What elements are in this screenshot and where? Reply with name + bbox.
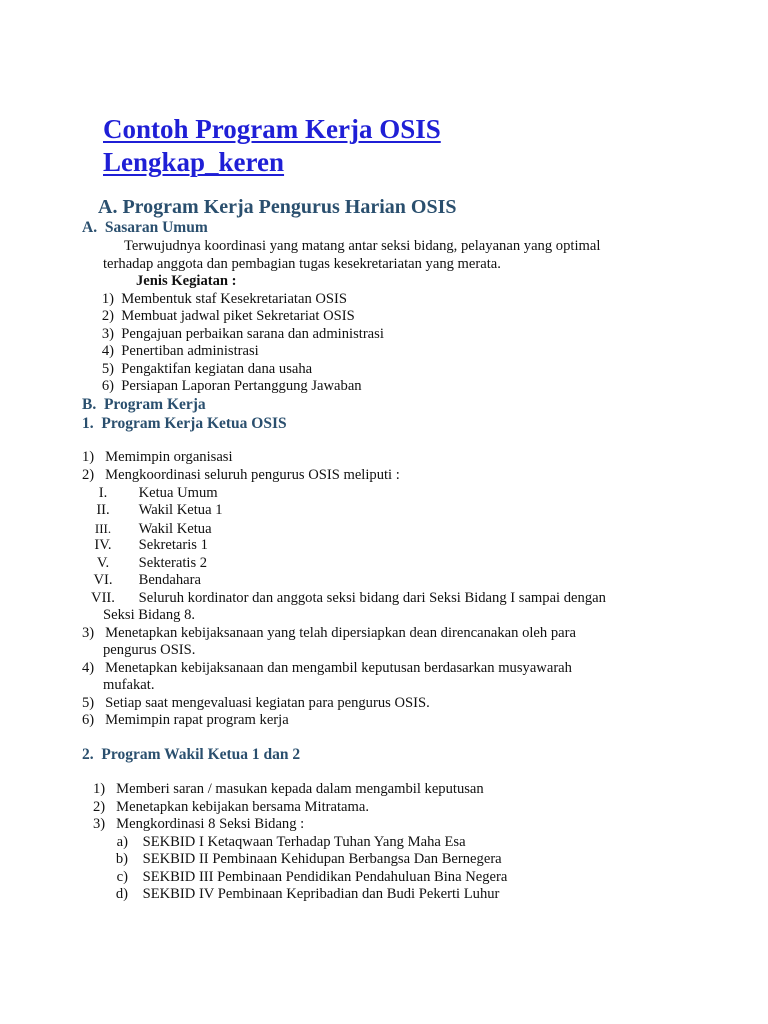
list-number: 5) bbox=[82, 695, 95, 711]
section-label: Sasaran Umum bbox=[104, 219, 208, 236]
list-number: 4) bbox=[82, 660, 95, 676]
roman-text: Sekteratis 2 bbox=[138, 555, 208, 571]
list-number: 5) bbox=[101, 361, 114, 377]
roman-text: Seluruh kordinator dan anggota seksi bidang dari Seksi Bidang I sampai dengan bbox=[138, 590, 606, 606]
list-number: 4) bbox=[101, 343, 114, 359]
roman-item bbox=[82, 502, 223, 519]
roman-number: V. bbox=[96, 555, 110, 571]
list-text: Membentuk staf Kesekretariatan OSIS bbox=[121, 291, 348, 307]
list-number: 3) bbox=[82, 625, 95, 641]
list-text: Mengkoordinasi seluruh pengurus OSIS meliputi : bbox=[105, 467, 400, 483]
list-number: 3) bbox=[93, 816, 106, 832]
roman-item bbox=[82, 555, 207, 572]
list-text: Pengaktifan kegiatan dana usaha bbox=[121, 361, 313, 377]
roman-number: II. bbox=[96, 502, 110, 518]
roman-item bbox=[82, 485, 218, 502]
roman-item bbox=[82, 572, 201, 589]
section-marker: B. bbox=[82, 396, 97, 413]
sekbid-item bbox=[114, 851, 502, 868]
sasaran-text-line1: Terwujudnya koordinasi yang matang antar seksi bidang, pelayanan yang optimal bbox=[124, 238, 601, 254]
sekbid-letter: c) bbox=[116, 869, 128, 885]
document-title-line1[interactable]: Contoh Program Kerja OSIS bbox=[103, 114, 441, 144]
section-program-ketua bbox=[82, 415, 287, 433]
list-text: Menetapkan kebijakan bersama Mitratama. bbox=[116, 799, 369, 815]
section-sasaran-umum bbox=[82, 219, 208, 237]
list-text: Persiapan Laporan Pertanggung Jawaban bbox=[121, 378, 362, 394]
roman-text: Sekretaris 1 bbox=[138, 537, 208, 553]
list-number: 2) bbox=[93, 799, 106, 815]
list-number: 6) bbox=[101, 378, 114, 394]
sekbid-letter: b) bbox=[115, 851, 128, 867]
list-item bbox=[96, 361, 312, 378]
list-item-continuation: mufakat. bbox=[103, 677, 155, 693]
list-item bbox=[82, 449, 233, 466]
sekbid-text: SEKBID III Pembinaan Pendidikan Pendahuluan Bina Negera bbox=[142, 869, 508, 885]
section-label: Program Wakil Ketua 1 dan 2 bbox=[101, 746, 301, 763]
list-item bbox=[82, 712, 289, 729]
list-text: Penertiban administrasi bbox=[121, 343, 259, 359]
list-text: Mengkordinasi 8 Seksi Bidang : bbox=[116, 816, 305, 832]
roman-text: Bendahara bbox=[138, 572, 201, 588]
list-item bbox=[82, 695, 430, 712]
roman-item bbox=[82, 520, 212, 538]
heading-program-kerja-pengurus: A. Program Kerja Pengurus Harian OSIS bbox=[98, 196, 457, 218]
list-text: Memimpin organisasi bbox=[105, 449, 233, 465]
roman-text: Wakil Ketua 1 bbox=[138, 502, 223, 518]
list-text: Memimpin rapat program kerja bbox=[105, 712, 289, 728]
list-number: 2) bbox=[82, 467, 95, 483]
list-text: Memberi saran / masukan kepada dalam mengambil keputusan bbox=[116, 781, 484, 797]
list-text: Pengajuan perbaikan sarana dan administrasi bbox=[121, 326, 384, 342]
roman-number: III. bbox=[94, 521, 112, 536]
roman-item bbox=[82, 590, 606, 607]
sekbid-text: SEKBID IV Pembinaan Kepribadian dan Budi Pekerti Luhur bbox=[142, 886, 500, 902]
list-text: Membuat jadwal piket Sekretariat OSIS bbox=[121, 308, 355, 324]
section-program-kerja bbox=[82, 396, 206, 414]
list-number: 3) bbox=[101, 326, 114, 342]
sekbid-item bbox=[114, 834, 466, 851]
roman-number: IV. bbox=[94, 537, 112, 553]
list-text: Setiap saat mengevaluasi kegiatan para pengurus OSIS. bbox=[105, 695, 430, 711]
list-item bbox=[93, 816, 304, 833]
list-number: 1) bbox=[101, 291, 114, 307]
list-number: 1) bbox=[82, 449, 95, 465]
list-item bbox=[82, 467, 400, 484]
roman-number: VII. bbox=[91, 590, 115, 606]
list-item bbox=[96, 378, 362, 395]
sekbid-letter: d) bbox=[115, 886, 128, 902]
list-text: Menetapkan kebijaksanaan yang telah dipersiapkan dean direncanakan oleh para bbox=[105, 625, 576, 641]
jenis-kegiatan-label: Jenis Kegiatan : bbox=[136, 273, 237, 289]
document-title-line2[interactable]: Lengkap_keren bbox=[103, 147, 285, 177]
list-item bbox=[96, 308, 355, 325]
roman-number: VI. bbox=[93, 572, 113, 588]
sekbid-text: SEKBID II Pembinaan Kehidupan Berbangsa Dan Bernegera bbox=[142, 851, 502, 867]
list-item bbox=[82, 625, 576, 642]
list-item bbox=[82, 660, 572, 677]
roman-item bbox=[82, 537, 208, 554]
list-number: 2) bbox=[101, 308, 114, 324]
list-item bbox=[93, 781, 484, 798]
list-text: Menetapkan kebijaksanaan dan mengambil keputusan berdasarkan musyawarah bbox=[105, 660, 572, 676]
list-item bbox=[93, 799, 369, 816]
list-number: 1) bbox=[93, 781, 106, 797]
sekbid-item bbox=[114, 886, 499, 903]
list-item-continuation: pengurus OSIS. bbox=[103, 642, 196, 658]
list-number: 6) bbox=[82, 712, 95, 728]
sasaran-text-line2: terhadap anggota dan pembagian tugas kesekretariatan yang merata. bbox=[103, 256, 501, 272]
section-label: Program Kerja Ketua OSIS bbox=[101, 415, 287, 432]
section-label: Program Kerja bbox=[103, 396, 206, 413]
roman-number: I. bbox=[98, 485, 108, 501]
roman-text: Wakil Ketua bbox=[138, 521, 212, 537]
sekbid-text: SEKBID I Ketaqwaan Terhadap Tuhan Yang Maha Esa bbox=[142, 834, 466, 850]
list-item bbox=[96, 343, 259, 360]
section-marker: A. bbox=[82, 219, 98, 236]
sekbid-item bbox=[114, 869, 507, 886]
section-marker: 2. bbox=[82, 746, 94, 763]
roman-text: Ketua Umum bbox=[138, 485, 218, 501]
sekbid-letter: a) bbox=[116, 834, 128, 850]
list-item bbox=[96, 326, 384, 343]
roman-item-continuation: Seksi Bidang 8. bbox=[103, 607, 196, 623]
section-program-wakil bbox=[82, 746, 300, 764]
section-marker: 1. bbox=[82, 415, 94, 432]
list-item bbox=[96, 291, 347, 308]
